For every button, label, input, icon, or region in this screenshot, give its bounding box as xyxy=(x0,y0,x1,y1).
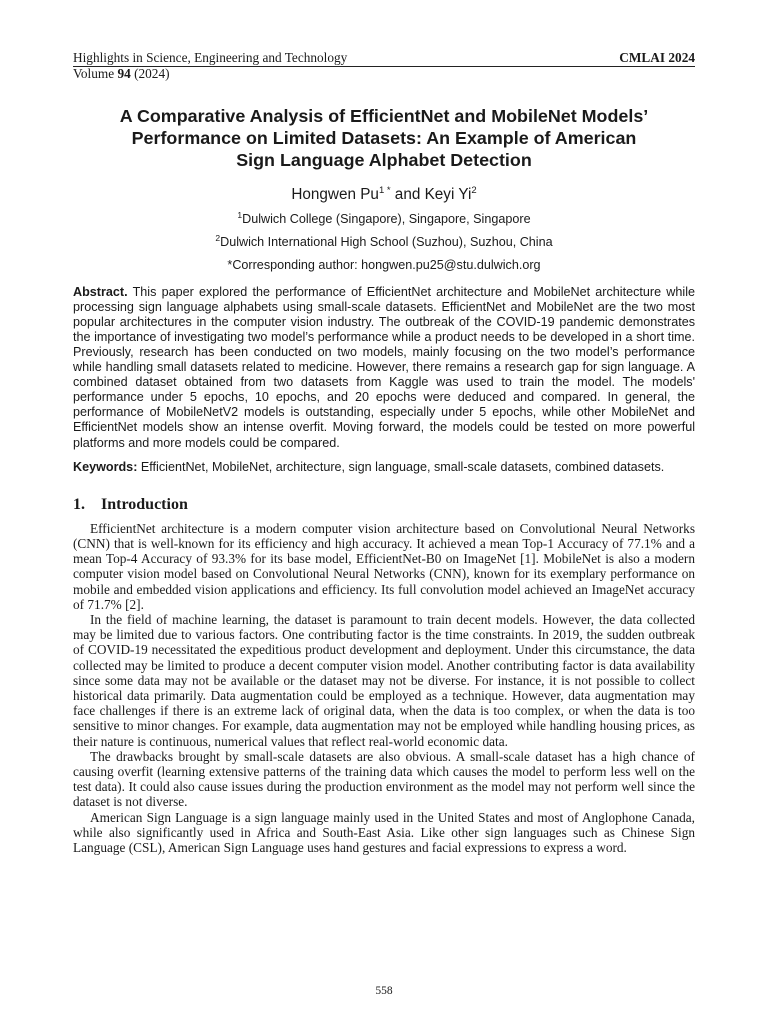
author-2: Keyi Yi xyxy=(424,185,472,203)
author-1-affiliation-mark: 1 * xyxy=(378,184,391,196)
author-list xyxy=(73,186,695,204)
author-connector: and xyxy=(390,185,425,203)
abstract xyxy=(73,285,695,451)
body-paragraph: American Sign Language is a sign language mainly used in the United States and most of Anglophone Canada, while also significantly used in Africa and South-East Asia. Like other sign languages such as Chinese Sign Language (CSL), American Sign Language uses hand gestures and facial expressions to express a word. xyxy=(73,809,695,855)
paper-title xyxy=(73,105,695,172)
affiliation-1: $^1$Dulwich College (Singapore), Singapore, Singapore xyxy=(237,209,531,226)
title-line-1: A Comparative Analysis of EfficientNet and MobileNet Models’ xyxy=(119,106,649,126)
abstract-text: This paper explored the performance of EfficientNet architecture and MobileNet architecture while processing sign language alphabets using small-scale datasets. EfficientNet and MobileNet are the two most popular architectures in the computer vision industry. The outbreak of the COVID-19 pandemic demonstrates the importance of investigating two model’s performance while a product needs to be developed in a short time. Previously, research has been conducted on two models, mainly focusing on the two model’s performance while handling small datasets related to medicine. However, there remains a research gap for sign language. A combined dataset obtained from two datasets from Kaggle was used to train the model. The models' performance under 5 epochs, 10 epochs, and 20 epochs were deduced and compared. In general, the performance of MobileNetV2 models is outstanding, especially under 5 epochs, while other MobileNet and EfficientNet models show an intense overfit. Moving forward, the models could be tested on more powerful platforms and more models could be compared. xyxy=(73,284,695,450)
keywords xyxy=(73,460,695,475)
corresponding-author: *Corresponding author: hongwen.pu25@stu.dulwich.org xyxy=(227,257,541,272)
page-number: 558 xyxy=(375,985,393,997)
body-paragraph: The drawbacks brought by small-scale datasets are also obvious. A small-scale dataset has a high chance of causing overfit (learning extensive patterns of the training data which causes the model to perform less well on the test data). It could also cause issues during the production environment as the model may not perform well since the dataset is not diverse. xyxy=(73,748,695,810)
section-title: Introduction xyxy=(101,495,188,513)
affiliation-2: $^2$Dulwich International High School (Suzhou), Suzhou, China xyxy=(215,232,553,249)
running-header xyxy=(73,48,695,81)
abstract-label: Abstract. xyxy=(73,284,128,299)
body-paragraph: In the field of machine learning, the dataset is paramount to train decent models. However, the data collected may be limited due to various factors. One contributing factor is the time constraints. In 2019, the sudden outbreak of COVID-19 necessitated the expeditious product development and deployment. Under this circumstance, the data collected may be limited to produce a decent computer vision model. Another contributing factor is data availability since some data may not be available or the dataset may not be diverse. For instance, it is not possible to collect historical data primarily. Data augmentation could be employed as a technique. However, data augmentation may face challenges if there is an extreme lack of original data, when the data is too complex, or when the data is too sensitive to minor changes. For example, data augmentation may not be employed while handling housing prices, as their nature is continuous, numerical values that reflect real-world economic data. xyxy=(73,611,695,749)
keywords-text: EfficientNet, MobileNet, architecture, sign language, small-scale datasets, combined datasets. xyxy=(137,459,665,474)
keywords-label: Keywords: xyxy=(73,459,138,474)
body-paragraph: EfficientNet architecture is a modern computer vision architecture based on Convolutional Neural Networks (CNN) that is well-known for its efficiency and high accuracy. It achieved a mean Top-1 Accuracy of 77.1% and a mean Top-4 Accuracy of 93.3% for its base model, EfficientNet-B0 on ImageNet [1]. MobileNet is also a modern computer vision model based on Convolutional Neural Networks (CNN), known for its exemplary performance on mobile and embedded vision applications and efficiency. Its full convolution model achieved an ImageNet accuracy of 71.7% [2]. xyxy=(73,520,695,612)
author-2-affiliation-mark: 2 xyxy=(471,184,477,196)
title-line-3: Sign Language Alphabet Detection xyxy=(236,150,532,171)
author-1: Hongwen Pu xyxy=(291,185,379,203)
paper-page xyxy=(73,48,695,855)
conference-name: CMLAI 2024 xyxy=(619,50,695,65)
journal-name: Highlights in Science, Engineering and Technology xyxy=(73,50,348,65)
section-body xyxy=(73,521,695,855)
section-heading xyxy=(73,495,695,515)
volume-number: 94 xyxy=(117,66,131,81)
title-line-2: Performance on Limited Datasets: An Example of American xyxy=(131,128,637,149)
section-number: 1. xyxy=(73,495,85,513)
volume-line: Volume 94 (2024) xyxy=(73,66,170,81)
